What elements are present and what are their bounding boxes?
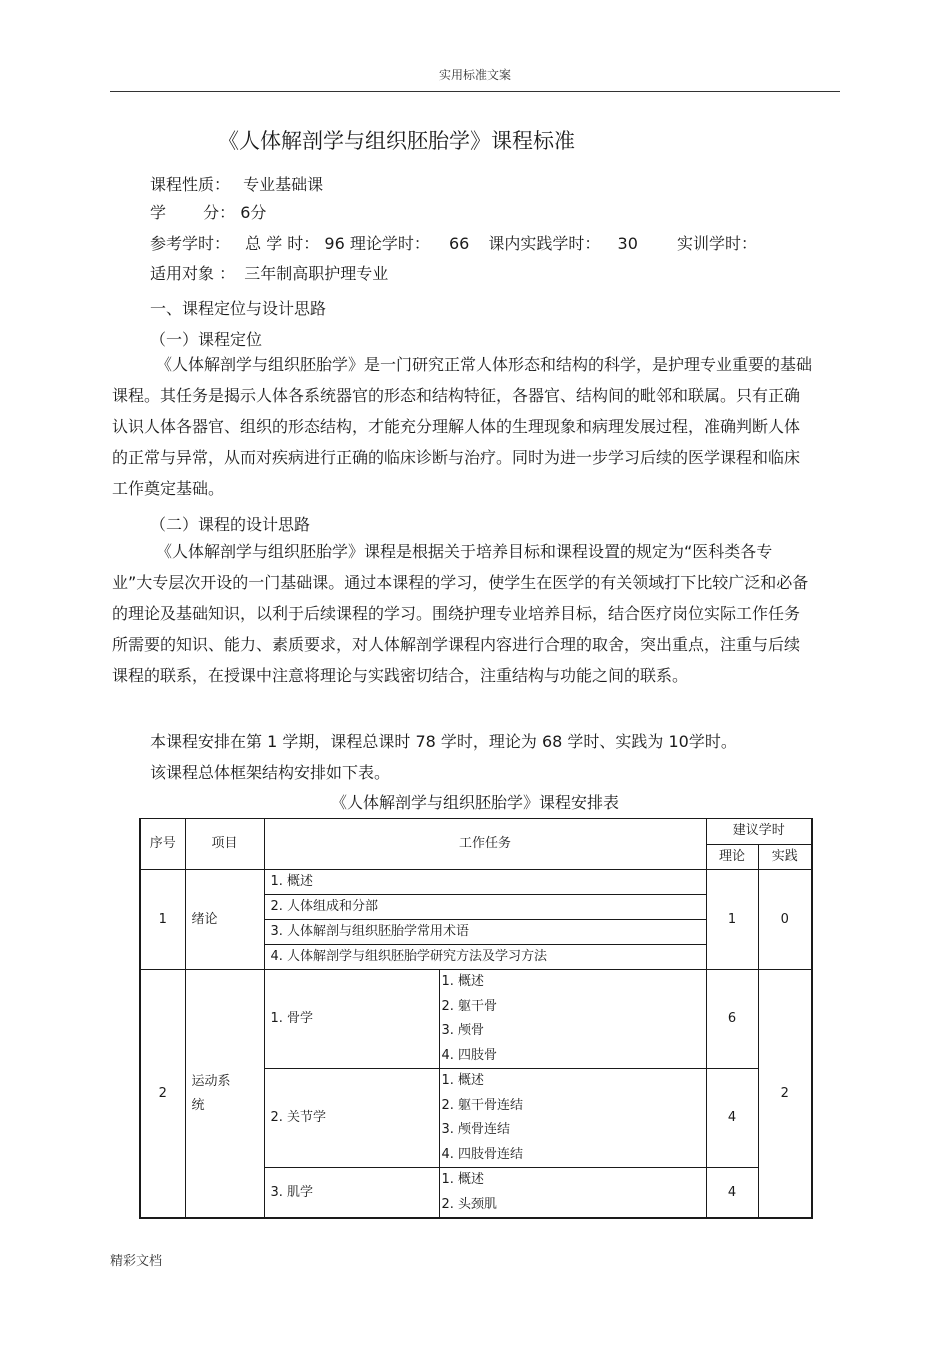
subtask-item: 1. 概述	[441, 1073, 485, 1088]
practice-hours-value: 30	[617, 234, 638, 253]
course-nature-label: 课程性质：	[150, 175, 231, 194]
row1-task: 1. 概述	[264, 870, 706, 895]
header-hours: 建议学时	[706, 819, 812, 845]
header-practice: 实践	[758, 844, 812, 870]
group-theory: 6	[706, 970, 758, 1069]
table-caption: 《人体解剖学与组织胚胎学》课程安排表	[330, 793, 619, 812]
document-title: 《人体解剖学与组织胚胎学》课程标准	[218, 129, 575, 153]
subtask-item: 2. 躯干骨连结	[441, 1097, 524, 1113]
subtask-item: 4. 四肢骨	[441, 1047, 498, 1063]
group-name: 1. 骨学	[264, 970, 439, 1069]
header-rule	[110, 91, 840, 92]
theory-hours-value: 66	[448, 234, 470, 253]
course-schedule-table	[139, 818, 813, 1219]
header-item: 项目	[185, 819, 264, 870]
subsection-design: （二）课程的设计思路	[150, 515, 311, 534]
training-hours-label: 实训学时：	[676, 234, 757, 253]
theory-hours-label: 理论学时：	[349, 234, 430, 253]
target-line	[150, 261, 388, 284]
table-header-row	[140, 819, 812, 845]
row1-task: 4. 人体解剖学与组织胚胎学研究方法及学习方法	[264, 945, 706, 970]
paragraph-positioning-text: 《人体解剖学与组织胚胎学》是一门研究正常人体形态和结构的科学，是护理专业重要的基础课程。其任务是揭示人体各系统器官的形态和结构特征，各器官、结构间的毗邻和联属。只有正确认识人体各器官、组织的形态结构，才能充分理解人体的生理现象和病理发展过程，准确判断人体的正常与异常，从而对疾病进行正确的临床诊断与治疗。同时为进一步学习后续的医学课程和临床工作奠定基础。	[112, 355, 813, 498]
total-hours-label: 总 学 时：	[245, 234, 320, 253]
group-subtasks	[439, 970, 706, 1069]
credit-label-b: 分：	[203, 203, 236, 222]
subtask-item: 3. 颅骨	[441, 1023, 485, 1038]
course-nature-line	[150, 172, 323, 195]
credit-value: 6分	[240, 203, 267, 222]
section-heading: 一、课程定位与设计思路	[150, 299, 327, 318]
row1-practice: 0	[758, 870, 812, 970]
group-subtasks	[439, 1069, 706, 1168]
hours-line	[150, 231, 757, 254]
group-name: 2. 关节学	[264, 1069, 439, 1168]
group-name: 3. 肌学	[264, 1168, 439, 1219]
practice-hours-label: 课内实践学时：	[488, 234, 601, 253]
paragraph-design-text: 《人体解剖学与组织胚胎学》课程是根据关于培养目标和课程设置的规定为“医科类各专业”大专层次开设的一门基础课。通过本课程的学习，使学生在医学的有关领域打下比较广泛和必备的理论及基础知识，以利于后续课程的学习。围绕护理专业培养目标，结合医疗岗位实际工作任务所需要的知识、能力、素质要求，对人体解剖学课程内容进行合理的取舍，突出重点，注重与后续课程的联系，在授课中注意将理论与实践密切结合，注重结构与功能之间的联系。	[112, 542, 809, 685]
row2-item	[185, 970, 264, 1219]
subtask-item: 2. 躯干骨	[441, 998, 498, 1014]
subtask-item: 1. 概述	[441, 1172, 485, 1187]
paragraph-design	[112, 536, 812, 691]
row1-no: 1	[140, 870, 185, 970]
table-row	[140, 870, 812, 895]
subtask-item: 4. 四肢骨连结	[441, 1146, 524, 1162]
subtask-item: 3. 颅骨连结	[441, 1122, 511, 1137]
subtask-item: 1. 概述	[441, 974, 485, 989]
table-row	[140, 970, 812, 1069]
row1-item: 绪论	[185, 870, 264, 970]
page-footer: 精彩文档	[110, 1254, 163, 1269]
group-theory: 4	[706, 1168, 758, 1219]
group-theory: 4	[706, 1069, 758, 1168]
target-value: 三年制高职护理专业	[244, 264, 389, 283]
row2-item-line: 运动系	[191, 1073, 231, 1089]
paragraph-positioning	[112, 349, 812, 504]
header-task: 工作任务	[264, 819, 706, 870]
subsection-positioning: （一）课程定位	[150, 330, 263, 349]
page-header: 实用标准文案	[438, 68, 511, 82]
row2-practice: 2	[758, 970, 812, 1219]
row2-item-line: 统	[191, 1097, 205, 1113]
row1-task: 3. 人体解剖与组织胚胎学常用术语	[264, 920, 706, 945]
header-no: 序号	[140, 819, 185, 870]
row1-task: 2. 人体组成和分部	[264, 895, 706, 920]
paragraph-schedule: 本课程安排在第 1 学期，课程总课时 78 学时，理论为 68 学时、实践为 10学时。	[150, 732, 737, 751]
row2-no: 2	[140, 970, 185, 1219]
course-nature-value: 专业基础课	[243, 175, 324, 194]
subtask-item: 2. 头颈肌	[441, 1196, 498, 1212]
row1-theory: 1	[706, 870, 758, 970]
total-hours-value: 96	[324, 234, 345, 253]
credit-label-a: 学	[150, 203, 167, 222]
group-subtasks	[439, 1168, 706, 1219]
target-label: 适用对象 ：	[150, 264, 236, 283]
credit-line	[150, 200, 266, 223]
hours-label: 参考学时：	[150, 234, 231, 253]
header-theory: 理论	[706, 844, 758, 870]
paragraph-table-intro: 该课程总体框架结构安排如下表。	[150, 763, 391, 782]
